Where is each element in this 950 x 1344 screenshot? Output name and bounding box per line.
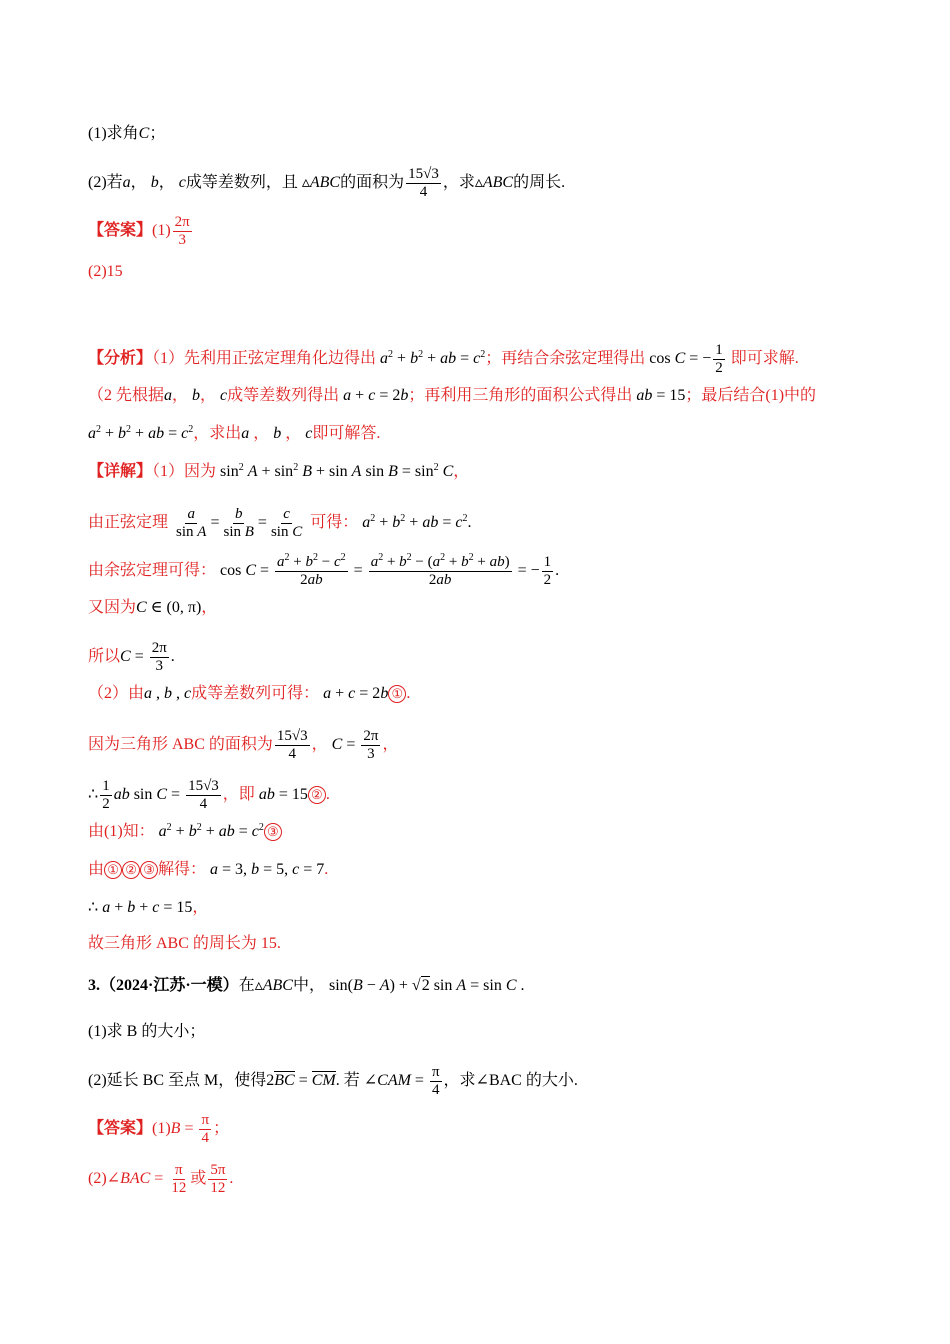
analysis-line-2: （2 先根据a， b， c成等差数列得出 a + c = 2b；再利用三角形的面积公式得出 ab = 15；最后结合(1)中的 bbox=[88, 387, 817, 404]
detail-line-6: （2）由a , b , c成等差数列可得： a + c = 2b ① . bbox=[88, 685, 411, 702]
answer-part-1: 【答案】(1) $\frac{2\pi}{3}$ bbox=[88, 214, 190, 248]
detail-line-1: 【详解】（1）因为 $\sin^2 A + \sin^2 B + \sin A$ $\sin B = \sin^2 C$， bbox=[88, 462, 470, 480]
detail-line-3: 由余弦定理可得： cos C = $\frac{a^2 + b^2 - c^2}{2ab}$ = $\frac{a^2 + b^2 - (a^2 + b^2 + ab)}{2ab}$ = − $\frac{1}{2}$ . bbox=[88, 552, 560, 588]
detail-line-11: ∴ a + b + c = 15， bbox=[88, 899, 209, 916]
question-3-stem: 3.（2024·江苏·一模）在▵ABC中， sin(B − A) + √2 sin A = sin C . bbox=[88, 977, 525, 994]
question-3-part-2: (2)延长 BC 至点 M，使得2BC = CM. 若 ∠CAM = $\frac{\pi}{4}$ ，求∠BAC 的大小. bbox=[88, 1064, 578, 1098]
answer-part-2: (2)15 bbox=[88, 263, 123, 280]
question-3-answer-1: 【答案】(1)B = $\frac{\pi}{4}$ ； bbox=[88, 1112, 230, 1146]
detail-line-9: 由(1)知： $a^2 + b^2$ + ab = $c^2$ ③ bbox=[88, 822, 282, 842]
detail-line-5: 所以C = $\frac{2\pi}{3}$ . bbox=[88, 640, 175, 674]
question-3-answer-2: (2)∠BAC = $\frac{\pi}{12}$ 或 $\frac{5\pi}{12}$ . bbox=[88, 1162, 234, 1196]
question-3-part-1: (1)求 B 的大小； bbox=[88, 1023, 206, 1040]
question-part-1: (1)求角C； bbox=[88, 125, 166, 142]
detail-line-4: 又因为C ∈ (0, π)， bbox=[88, 599, 218, 616]
detail-line-7: 因为三角形 ABC 的面积为 $\frac{15√3}{4}$ ， C = $\frac{2\pi}{3}$ ， bbox=[88, 728, 399, 762]
detail-line-10: 由 ① ② ③ 解得： a = 3, b = 5, c = 7. bbox=[88, 861, 329, 878]
detail-line-2: 由正弦定理 $\frac{a}{\text{sin A}}$ = $\frac{b}{\text{sin B}}$ = $\frac{c}{\text{sin C}}$ 可得： $a^2 + b^2$ + ab = $c^2$. bbox=[88, 506, 472, 540]
analysis-line-3: $a^2 + b^2$ + ab = $c^2$，求出a ， b ， c即可解答. bbox=[88, 424, 381, 442]
question-part-2: (2)若a， b， c成等差数列，且 ▵ABC的面积为 $\frac{15√3}{4}$ ，求▵ABC的周长. bbox=[88, 166, 566, 200]
detail-line-8: ∴ $\frac{1}{2}$ ab sin C = $\frac{15√3}{4}$ ，即 ab = 15 ② . bbox=[88, 778, 330, 812]
area-fraction: $\frac{15√3}{4}$ bbox=[408, 166, 439, 200]
analysis-line-1: 【分析】（1）先利用正弦定理角化边得出 $a^2 + b^2$ + ab = $c^2$；再结合余弦定理得出 cos C = − $\frac{1}{2}$ 即可求解. bbox=[88, 342, 799, 376]
detail-line-12: 故三角形 ABC 的周长为 15. bbox=[88, 935, 281, 952]
